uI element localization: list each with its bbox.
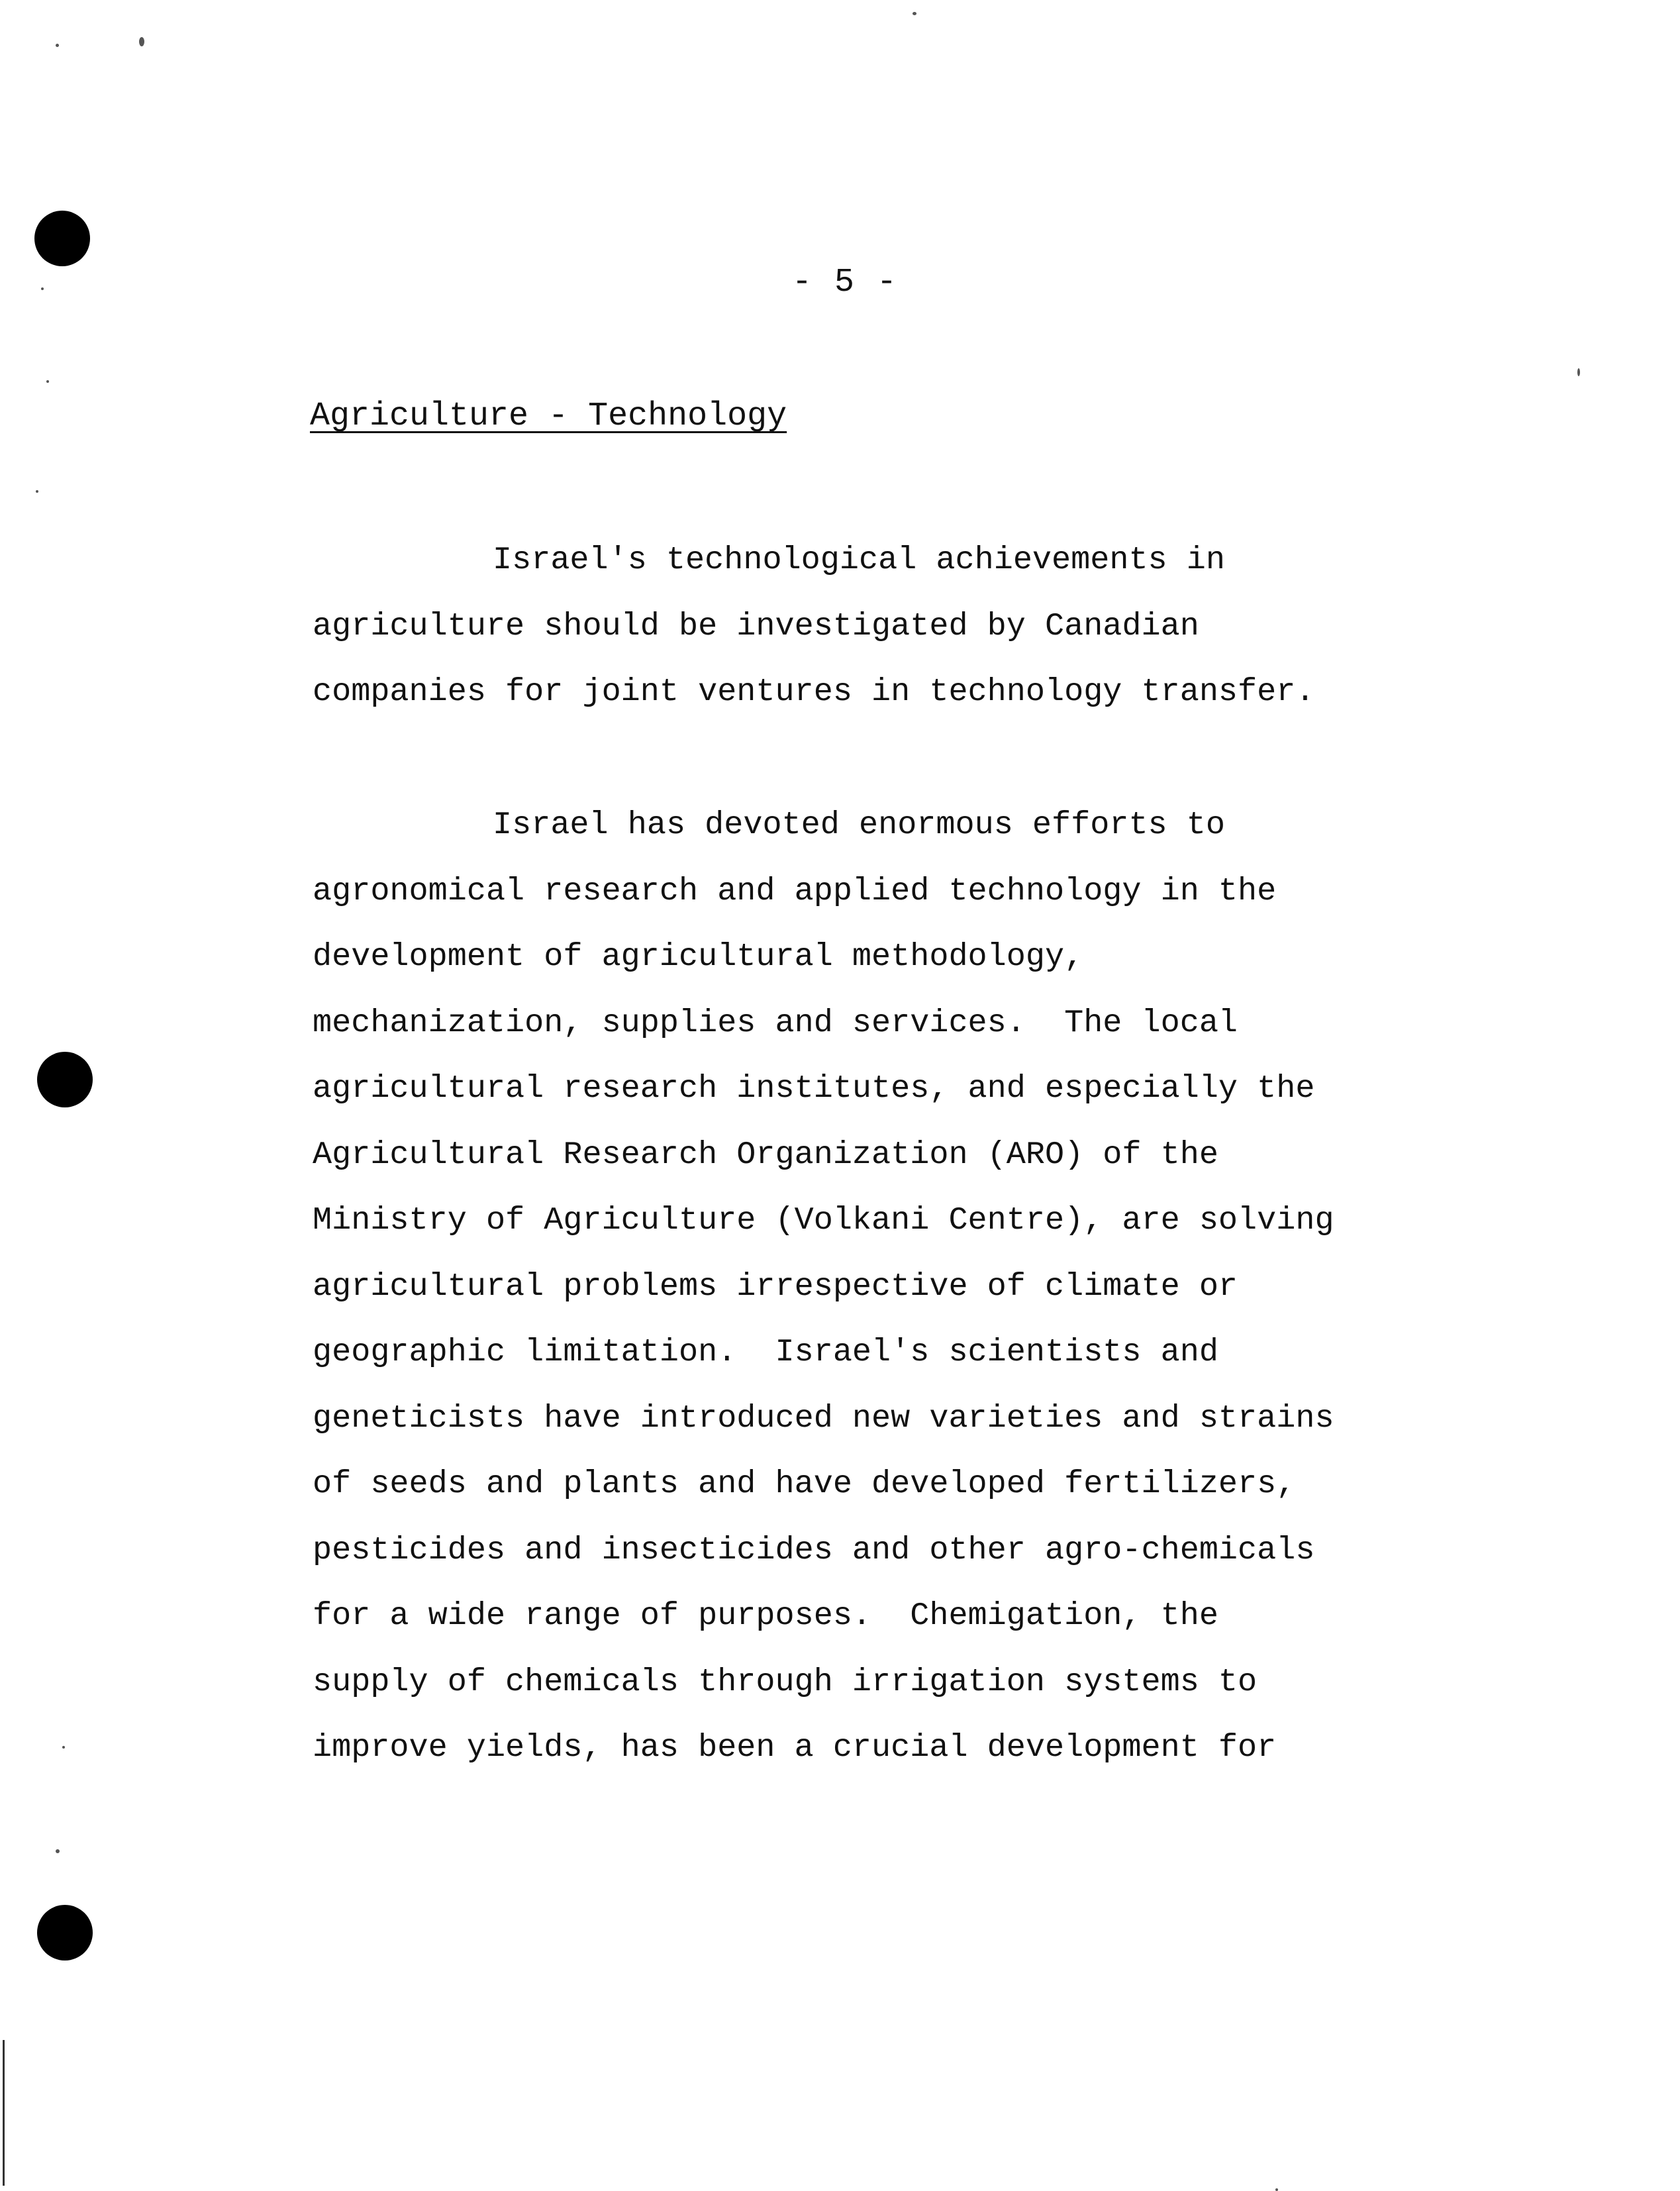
paragraph-line: agricultural problems irrespective of climate or	[313, 1268, 1238, 1305]
punch-hole-middle	[37, 1052, 93, 1107]
scan-speck	[62, 1746, 65, 1749]
paragraph-line: pesticides and insecticides and other agro-chemicals	[313, 1531, 1315, 1568]
scan-speck	[36, 490, 38, 493]
paragraph-line: mechanization, supplies and services. The local	[313, 1004, 1238, 1041]
paragraph-line: agriculture should be investigated by Canadian	[313, 607, 1199, 644]
paragraph-2	[313, 792, 1637, 1781]
paragraph-1	[313, 527, 1637, 725]
paragraph-line: agronomical research and applied technology in the	[313, 872, 1277, 909]
paragraph-line: Israel has devoted enormous efforts to	[493, 807, 1225, 843]
paragraph-line: development of agricultural methodology,	[313, 939, 1084, 975]
paragraph-line: Israel's technological achievements in	[493, 542, 1225, 578]
paragraph-line: companies for joint ventures in technology transfer.	[313, 674, 1315, 710]
scan-speck	[139, 37, 144, 46]
scan-edge-line	[3, 2040, 5, 2186]
paragraph-line: Agricultural Research Organization (ARO) of the	[313, 1136, 1218, 1173]
scan-speck	[41, 287, 44, 290]
scan-speck	[913, 12, 916, 15]
scan-speck	[56, 1849, 60, 1853]
paragraph-line: supply of chemicals through irrigation systems to	[313, 1663, 1258, 1700]
section-heading: Agriculture - Technology	[310, 397, 787, 435]
paragraph-line: improve yields, has been a crucial development for	[313, 1729, 1277, 1766]
paragraph-line: of seeds and plants and have developed fertilizers,	[313, 1466, 1296, 1502]
punch-hole-top	[34, 211, 90, 266]
scan-speck	[56, 44, 59, 47]
paragraph-line: for a wide range of purposes. Chemigation, the	[313, 1598, 1218, 1634]
scan-speck	[1275, 2188, 1278, 2191]
paragraph-line: Ministry of Agriculture (Volkani Centre), are solving	[313, 1202, 1334, 1239]
paragraph-line: agricultural research institutes, and especially the	[313, 1070, 1315, 1107]
paragraph-line: geographic limitation. Israel's scientists and	[313, 1334, 1218, 1370]
page-number: - 5 -	[792, 264, 899, 301]
punch-hole-bottom	[37, 1905, 93, 1961]
scan-speck	[46, 380, 49, 383]
paragraph-line: geneticists have introduced new varieties and strains	[313, 1400, 1334, 1437]
scan-speck	[1577, 368, 1580, 376]
